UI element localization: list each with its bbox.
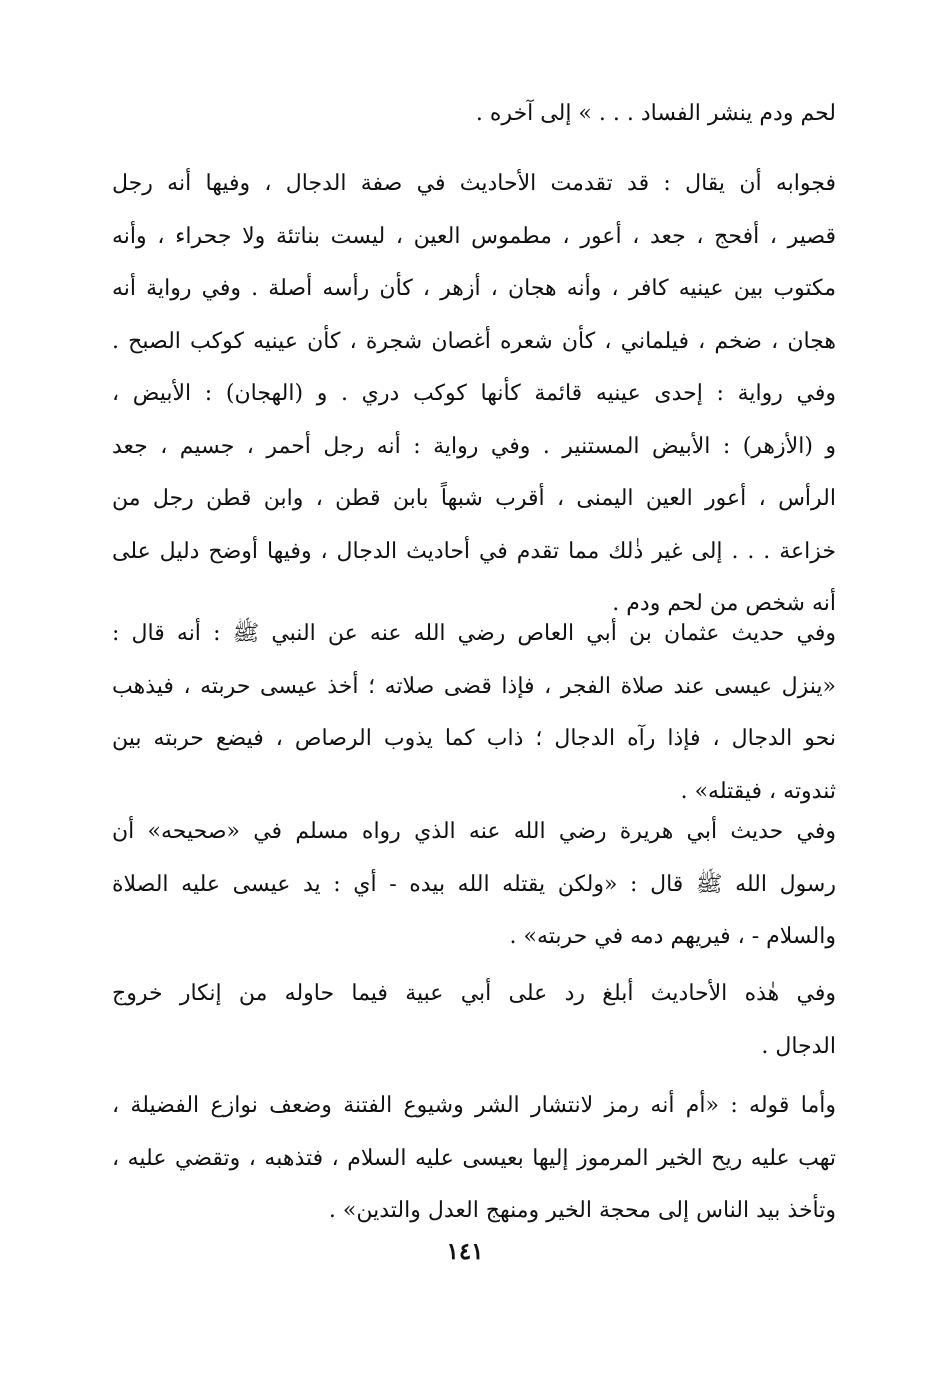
text-line: أنه شخص من لحم ودم . bbox=[612, 591, 836, 616]
text-line: «ينزل عيسى عند صلاة الفجر ، فإذا قضى صلاته ؛ أخذ عيسى حربته ، فيذهب bbox=[112, 673, 836, 699]
text-line: فجوابه أن يقال : قد تقدمت الأحاديث في صفة الدجال ، وفيها أنه رجل bbox=[112, 171, 836, 196]
text-line: وفي حديث أبي هريرة رضي الله عنه الذي رواه مسلم في «صحيحه» أن bbox=[112, 819, 836, 844]
text-line: الرأس ، أعور العين اليمنى ، أقرب شبهاً بابن قطن ، وابن قطن رجل من bbox=[112, 486, 836, 511]
paragraph-6 bbox=[112, 1080, 836, 1238]
paragraph-3 bbox=[112, 608, 836, 818]
text-line: وفي رواية : إحدى عينيه قائمة كأنها كوكب دري . و (الهجان) : الأبيض ، bbox=[112, 381, 836, 406]
text-line: نحو الدجال ، فإذا رآه الدجال ؛ ذاب كما يذوب الرصاص ، فيضع حربته بين bbox=[112, 726, 836, 751]
paragraph-4 bbox=[112, 806, 836, 964]
page-number: ١٤١ bbox=[446, 1238, 484, 1265]
paragraph-1 bbox=[112, 88, 836, 141]
text-line: خزاعة . . . إلى غير ذٰلك مما تقدم في أحاديث الدجال ، وفيها أوضح دليل على bbox=[112, 538, 836, 564]
text-line: ثندوته ، فيقتله» . bbox=[680, 778, 836, 804]
paragraph-2 bbox=[112, 158, 836, 631]
text-line: لحم ودم ينشر الفساد . . . » إلى آخره . bbox=[475, 101, 836, 126]
text-line: وتأخذ بيد الناس إلى محجة الخير ومنهج العدل والتدين» . bbox=[328, 1198, 836, 1223]
text-line: وفي هٰذه الأحاديث أبلغ رد على أبي عبية فيما حاوله من إنكار خروج bbox=[112, 981, 836, 1006]
text-line: الدجال . bbox=[761, 1033, 836, 1059]
text-line: و (الأزهر) : الأبيض المستنير . وفي رواية : أنه رجل أحمر ، جسيم ، جعد bbox=[112, 433, 836, 459]
text-line: وأما قوله : «أم أنه رمز لانتشار الشر وشيوع الفتنة وضعف نوازع الفضيلة ، bbox=[112, 1093, 836, 1118]
text-line: والسلام - ، فيريهم دمه في حربته» . bbox=[509, 924, 836, 949]
text-line: وفي حديث عثمان بن أبي العاص رضي الله عنه عن النبي ﷺ : أنه قال : bbox=[112, 621, 836, 646]
text-line: قصير ، أفحج ، جعد ، أعور ، مطموس العين ، ليست بناتئة ولا جحراء ، وأنه bbox=[112, 223, 836, 249]
text-line: مكتوب بين عينيه كافر ، وأنه هجان ، أزهر ، كأن رأسه أصلة . وفي رواية أنه bbox=[112, 276, 836, 301]
paragraph-5 bbox=[112, 968, 836, 1073]
text-line: تهب عليه ريح الخير المرموز إليها بعيسى عليه السلام ، فتذهبه ، وتقضي عليه ، bbox=[112, 1145, 836, 1171]
text-line: هجان ، ضخم ، فيلماني ، كأن شعره أغصان شجرة ، كأن عينيه كوكب الصبح . bbox=[112, 328, 836, 354]
text-line: رسول الله ﷺ قال : «ولكن يقتله الله بيده - أي : يد عيسى عليه الصلاة bbox=[112, 871, 836, 897]
